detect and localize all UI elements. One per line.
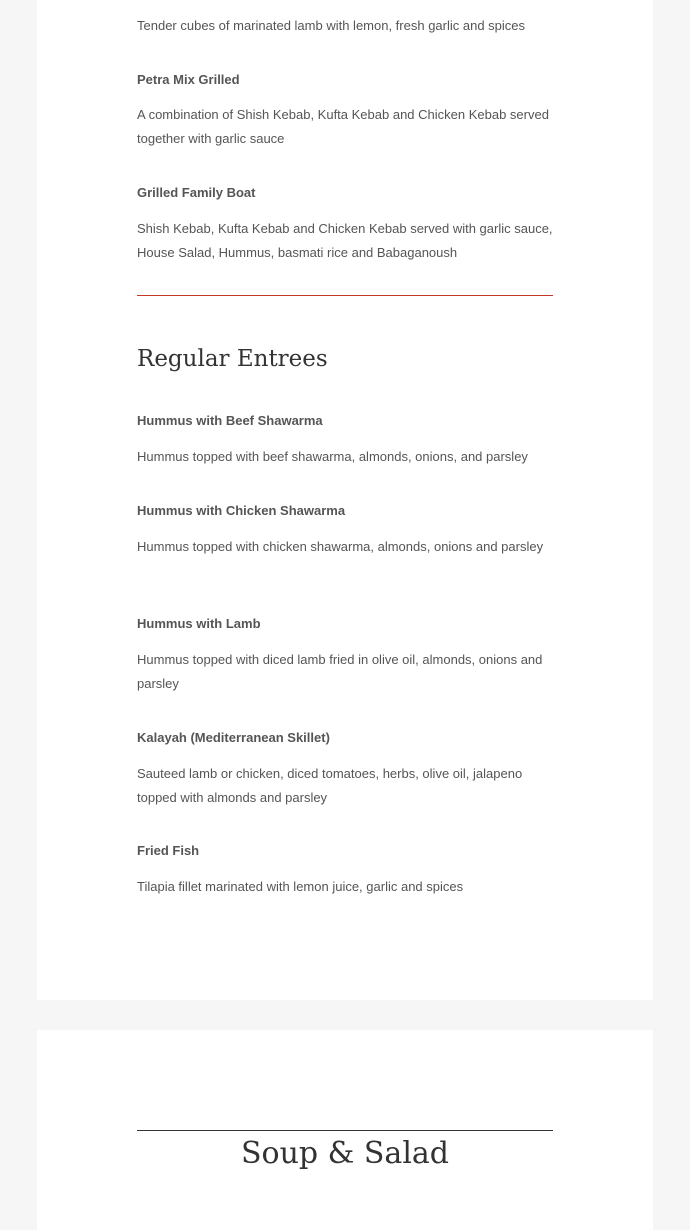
menu-item-description: Tender cubes of marinated lamb with lemon, fresh garlic and spices bbox=[137, 18, 526, 33]
menu-item-description: A combination of Shish Kebab, Kufta Kebab and Chicken Kebab served together with garlic sauce bbox=[137, 107, 549, 146]
menu-item-description: Hummus topped with diced lamb fried in olive oil, almonds, onions and parsley bbox=[137, 652, 543, 691]
menu-item-description: Hummus topped with beef shawarma, almonds, onions, and parsley bbox=[137, 449, 528, 464]
section-heading-regular-entrees: Regular Entrees bbox=[137, 346, 328, 372]
menu-card-grill-entrees bbox=[37, 0, 653, 1000]
menu-item-title: Fried Fish bbox=[137, 843, 200, 858]
menu-item-description: Sauteed lamb or chicken, diced tomatoes, herbs, olive oil, jalapeno topped with almonds and parsley bbox=[137, 766, 523, 805]
menu-item-description: Hummus topped with chicken shawarma, almonds, onions and parsley bbox=[137, 539, 544, 554]
section-heading-soup-salad: Soup & Salad bbox=[240, 1136, 450, 1171]
menu-item-description: Shish Kebab, Kufta Kebab and Chicken Kebab served with garlic sauce, House Salad, Hummus, basmati rice and Babaganoush bbox=[137, 221, 553, 260]
menu-item-title: Kalayah (Mediterranean Skillet) bbox=[137, 730, 330, 745]
menu-item-description: Tilapia fillet marinated with lemon juice, garlic and spices bbox=[137, 879, 464, 894]
menu-item-title: Hummus with Chicken Shawarma bbox=[137, 503, 346, 518]
menu-item-title: Hummus with Lamb bbox=[137, 616, 261, 631]
menu-item-title: Hummus with Beef Shawarma bbox=[137, 413, 323, 428]
menu-card-soup-salad bbox=[37, 1030, 653, 1230]
menu-item-title: Petra Mix Grilled bbox=[137, 72, 240, 87]
section-divider bbox=[137, 1130, 553, 1131]
menu-item-title: Grilled Family Boat bbox=[137, 185, 256, 200]
section-divider bbox=[137, 295, 553, 296]
